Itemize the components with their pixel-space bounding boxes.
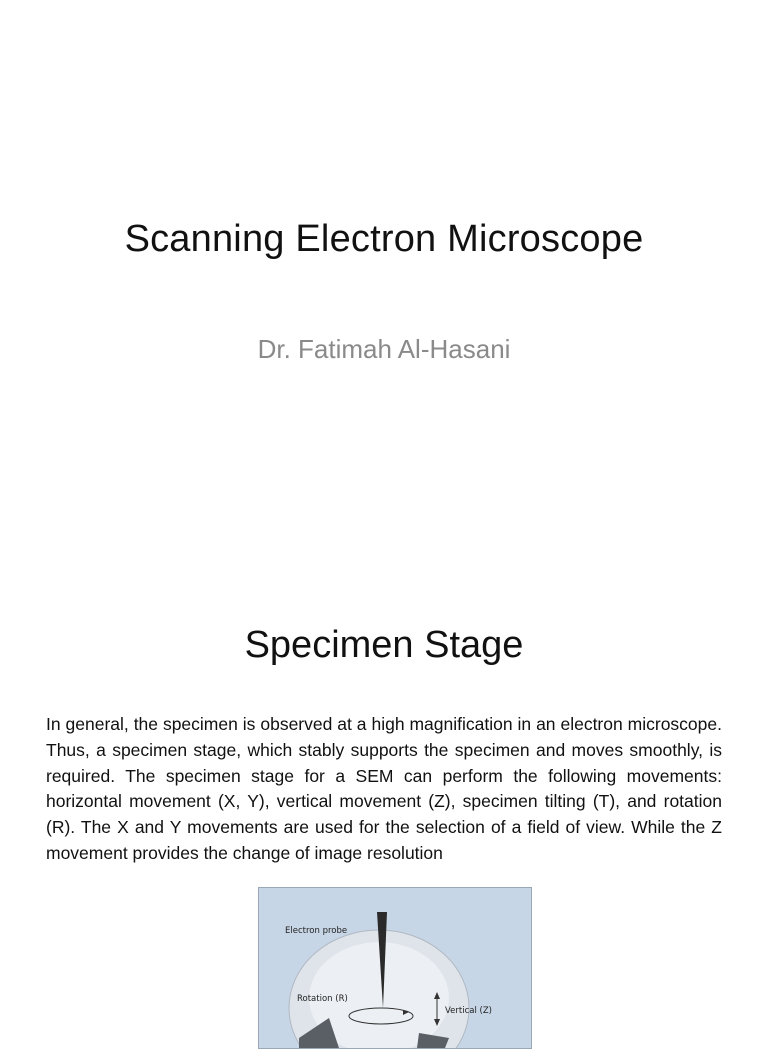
rotation-label: Rotation (R) [297,994,348,1004]
presentation-title: Scanning Electron Microscope [124,218,644,260]
vertical-label: Vertical (Z) [445,1006,492,1016]
author-subtitle: Dr. Fatimah Al-Hasani [257,334,511,364]
slide-body-text: In general, the specimen is observed at a high magnification in an electron microscope. Thus, a specimen stage, which stably supports the specimen and moves smoothly, is required. The specimen stage for a SEM can perform the following movements: horizontal movement (X, Y), vertical movement (Z), specimen tilting (T), and rotation (R). The X and Y movements are used for the selection of a field of view. While the Z movement provides the change of image resolution [46,714,722,863]
stage-illustration [259,888,531,1048]
electron-probe-label: Electron probe [285,926,348,936]
specimen-stage-slide [0,580,768,1024]
specimen-stage-diagram [258,887,532,1049]
slide-title: Specimen Stage [244,624,524,666]
